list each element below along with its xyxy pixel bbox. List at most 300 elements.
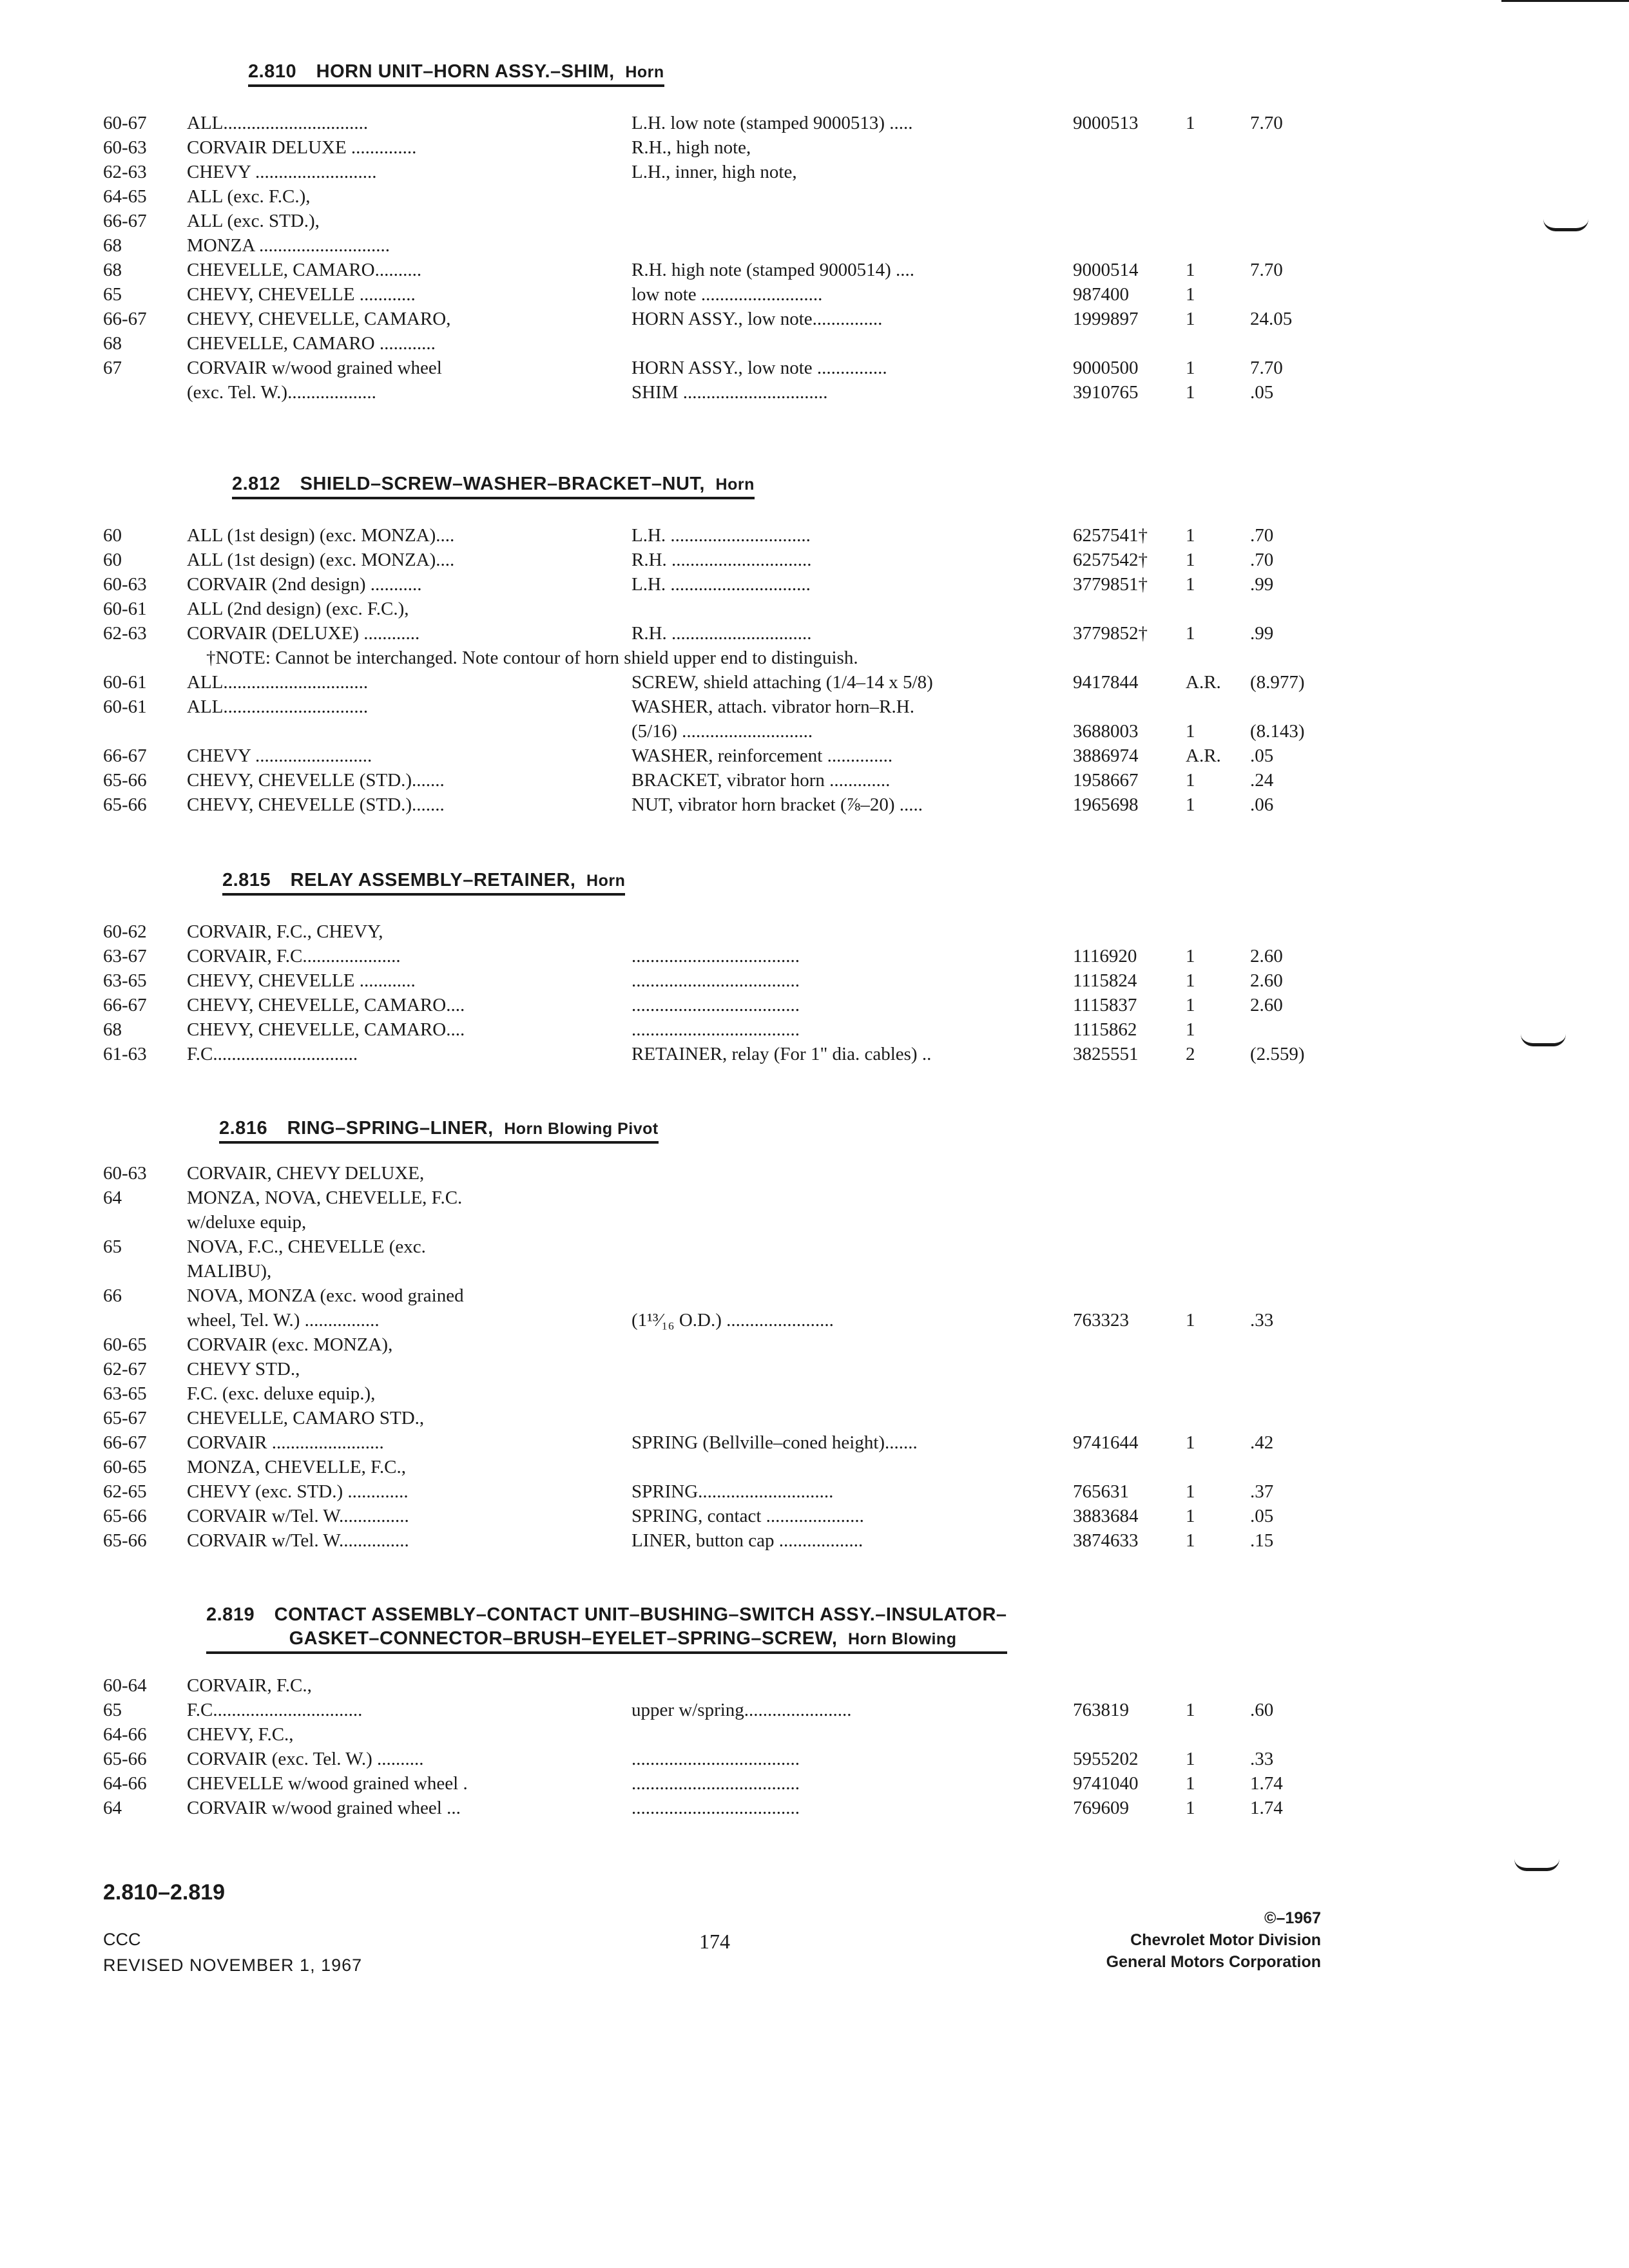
section-number: 2.816: [219, 1118, 268, 1139]
model-application: CORVAIR (2nd design) ...........: [187, 574, 422, 595]
model-year: 68: [103, 260, 122, 280]
model-year: 64-65: [103, 186, 147, 207]
parts-row: [103, 1408, 1327, 1432]
part-description: SCREW, shield attaching (1/4–14 x 5/8): [631, 672, 933, 693]
list-price: 24.05: [1250, 309, 1293, 329]
quantity: 1: [1186, 1019, 1195, 1040]
model-year: 60-63: [103, 1163, 147, 1184]
model-year: 66-67: [103, 1432, 147, 1453]
model-year: 68: [103, 235, 122, 256]
section-heading: [232, 474, 755, 499]
parts-row: [103, 1310, 1327, 1334]
part-number: 987400: [1073, 284, 1129, 305]
list-price: .33: [1250, 1310, 1274, 1331]
copyright: ©–1967: [1264, 1909, 1321, 1927]
model-year: 60-65: [103, 1457, 147, 1477]
catalog-code: CCC: [103, 1930, 141, 1949]
binder-mark: [1521, 1034, 1566, 1046]
model-application: ALL...............................: [187, 697, 369, 717]
part-number: 765631: [1073, 1481, 1129, 1502]
part-description: RETAINER, relay (For 1" dia. cables) ..: [631, 1044, 932, 1064]
parts-row: [103, 1359, 1327, 1383]
part-description: ....................................: [631, 1749, 800, 1769]
section-title: SHIELD–SCREW–WASHER–BRACKET–NUT,: [300, 474, 705, 494]
model-application: CHEVY .........................: [187, 745, 372, 766]
part-description: upper w/spring.......................: [631, 1700, 852, 1720]
quantity: A.R.: [1186, 672, 1221, 693]
model-application: CHEVY (exc. STD.) .............: [187, 1481, 409, 1502]
part-description: WASHER, attach. vibrator horn–R.H.: [631, 697, 914, 717]
list-price: 7.70: [1250, 113, 1283, 133]
parts-row: [103, 1481, 1327, 1506]
section-title: HORN UNIT–HORN ASSY.–SHIM,: [316, 61, 615, 82]
parts-row: [103, 137, 1327, 162]
model-application: CHEVY, CHEVELLE (STD.).......: [187, 794, 445, 815]
quantity: 1: [1186, 574, 1195, 595]
model-year: 66-67: [103, 211, 147, 231]
model-application: NOVA, MONZA (exc. wood grained: [187, 1285, 464, 1306]
section-title-line2: [206, 1628, 1007, 1654]
model-application: w/deluxe equip,: [187, 1212, 307, 1233]
part-description: R.H. ..............................: [631, 550, 812, 570]
parts-row: [103, 1334, 1327, 1359]
model-year: 63-65: [103, 970, 147, 991]
part-number: 9741040: [1073, 1773, 1139, 1794]
quantity: 1: [1186, 970, 1195, 991]
model-year: 65: [103, 1236, 122, 1257]
model-application: CHEVELLE, CAMARO STD.,: [187, 1408, 425, 1428]
part-number: 3883684: [1073, 1506, 1139, 1526]
part-number: 1116920: [1073, 946, 1137, 966]
model-application: CHEVELLE, CAMARO..........: [187, 260, 422, 280]
parts-row: [103, 794, 1327, 819]
part-description: ....................................: [631, 1773, 800, 1794]
model-year: 65-66: [103, 770, 147, 791]
interchange-note: †NOTE: Cannot be interchanged. Note contour of horn shield upper end to distinguish.: [206, 648, 858, 668]
parts-row: [103, 1724, 1327, 1749]
part-description: ....................................: [631, 995, 800, 1015]
parts-list: [103, 672, 1327, 819]
quantity: A.R.: [1186, 745, 1221, 766]
list-price: .05: [1250, 1506, 1274, 1526]
model-year: 68: [103, 1019, 122, 1040]
parts-row: [103, 995, 1327, 1019]
model-application: (exc. Tel. W.)...................: [187, 382, 376, 403]
corporation-name: General Motors Corporation: [1106, 1953, 1321, 1971]
model-year: 65: [103, 1700, 122, 1720]
model-application: CORVAIR, CHEVY DELUXE,: [187, 1163, 425, 1184]
list-price: (2.559): [1250, 1044, 1305, 1064]
model-year: 64-66: [103, 1773, 147, 1794]
model-year: 60-64: [103, 1675, 147, 1696]
parts-row: [103, 162, 1327, 186]
model-application: CORVAIR ........................: [187, 1432, 384, 1453]
quantity: 1: [1186, 995, 1195, 1015]
model-year: 64-66: [103, 1724, 147, 1745]
parts-row: [103, 186, 1327, 211]
quantity: 1: [1186, 113, 1195, 133]
model-application: MONZA ............................: [187, 235, 390, 256]
quantity: 1: [1186, 260, 1195, 280]
model-application: CORVAIR, F.C.....................: [187, 946, 401, 966]
list-price: .42: [1250, 1432, 1274, 1453]
model-application: CHEVELLE w/wood grained wheel .: [187, 1773, 468, 1794]
section-heading: [206, 1604, 1007, 1654]
part-number: 9417844: [1073, 672, 1139, 693]
model-application: CHEVY, CHEVELLE (STD.).......: [187, 770, 445, 791]
part-number: 3825551: [1073, 1044, 1139, 1064]
parts-list: [103, 1163, 1327, 1555]
part-number: 5955202: [1073, 1749, 1139, 1769]
publisher-block: [1063, 1907, 1321, 1973]
part-description: R.H., high note,: [631, 137, 751, 158]
parts-row: [103, 1530, 1327, 1555]
parts-row: [103, 1044, 1327, 1068]
parts-row: [103, 1019, 1327, 1044]
binder-mark: [1514, 1859, 1559, 1871]
model-year: 60-62: [103, 921, 147, 942]
model-year: 66-67: [103, 745, 147, 766]
list-price: .06: [1250, 794, 1274, 815]
quantity: 1: [1186, 1481, 1195, 1502]
part-description: R.H. high note (stamped 9000514) ....: [631, 260, 914, 280]
parts-row: [103, 1187, 1327, 1212]
part-description: ....................................: [631, 1019, 800, 1040]
part-number: 1965698: [1073, 794, 1139, 815]
part-description: SHIM ...............................: [631, 382, 828, 403]
section-heading: [248, 61, 664, 87]
quantity: 1: [1186, 794, 1195, 815]
parts-row: [103, 1163, 1327, 1187]
list-price: .70: [1250, 550, 1274, 570]
part-description: L.H. ..............................: [631, 525, 811, 546]
parts-row: [103, 333, 1327, 358]
parts-row: [103, 623, 1327, 648]
quantity: 1: [1186, 770, 1195, 791]
model-year: 60-63: [103, 574, 147, 595]
quantity: 1: [1186, 1506, 1195, 1526]
model-year: 62-65: [103, 1481, 147, 1502]
model-application: ALL (1st design) (exc. MONZA)....: [187, 525, 455, 546]
parts-row: [103, 235, 1327, 260]
section-subtitle: Horn: [715, 476, 755, 494]
list-price: 2.60: [1250, 946, 1283, 966]
model-application: CHEVELLE, CAMARO ............: [187, 333, 436, 354]
model-application: CORVAIR w/Tel. W...............: [187, 1506, 409, 1526]
part-number: 3874633: [1073, 1530, 1139, 1551]
section-title-2: GASKET–CONNECTOR–BRUSH–EYELET–SPRING–SCREW,: [289, 1628, 838, 1649]
model-application: ALL (exc. STD.),: [187, 211, 320, 231]
list-price: (8.143): [1250, 721, 1305, 742]
parts-row: [103, 946, 1327, 970]
part-description: L.H. ..............................: [631, 574, 811, 595]
part-description: (1¹³⁄₁₆ O.D.) .......................: [631, 1310, 834, 1331]
list-price: .99: [1250, 623, 1274, 644]
part-number: 1999897: [1073, 309, 1139, 329]
parts-row: [103, 1457, 1327, 1481]
model-year: 63-67: [103, 946, 147, 966]
parts-row: [103, 260, 1327, 284]
parts-row: [103, 358, 1327, 382]
part-number: 1115862: [1073, 1019, 1137, 1040]
section-number: 2.815: [222, 870, 271, 890]
binder-mark: [1543, 219, 1588, 231]
part-description: HORN ASSY., low note ...............: [631, 358, 887, 378]
list-price: .70: [1250, 525, 1274, 546]
part-number: 1115824: [1073, 970, 1137, 991]
model-year: 66: [103, 1285, 122, 1306]
model-year: 60-61: [103, 672, 147, 693]
section-subtitle: Horn: [625, 63, 664, 81]
part-number: 9741644: [1073, 1432, 1139, 1453]
parts-row: [103, 113, 1327, 137]
parts-row: [103, 1261, 1327, 1285]
part-description: ....................................: [631, 970, 800, 991]
parts-row: [103, 525, 1327, 550]
parts-list: [103, 113, 1327, 407]
part-description: (5/16) ............................: [631, 721, 813, 742]
list-price: .05: [1250, 382, 1274, 403]
quantity: 1: [1186, 358, 1195, 378]
part-number: 3886974: [1073, 745, 1139, 766]
parts-row: [103, 1798, 1327, 1822]
model-year: 60: [103, 525, 122, 546]
model-application: F.C................................: [187, 1700, 363, 1720]
model-year: 66-67: [103, 995, 147, 1015]
part-number: 763323: [1073, 1310, 1129, 1331]
model-year: 63-65: [103, 1383, 147, 1404]
model-year: 64: [103, 1798, 122, 1818]
model-application: ALL...............................: [187, 113, 369, 133]
model-application: F.C. (exc. deluxe equip.),: [187, 1383, 376, 1404]
part-description: SPRING.............................: [631, 1481, 834, 1502]
part-number: 9000500: [1073, 358, 1139, 378]
part-description: ....................................: [631, 1798, 800, 1818]
model-application: wheel, Tel. W.) ................: [187, 1310, 380, 1331]
quantity: 1: [1186, 1432, 1195, 1453]
section-subtitle: Horn: [586, 872, 626, 890]
section-title: CONTACT ASSEMBLY–CONTACT UNIT–BUSHING–SWITCH ASSY.–INSULATOR–: [274, 1604, 1007, 1625]
parts-row: [103, 382, 1327, 407]
quantity: 1: [1186, 1773, 1195, 1794]
model-application: CHEVY, CHEVELLE, CAMARO....: [187, 995, 465, 1015]
parts-row: [103, 574, 1327, 599]
part-number: 1115837: [1073, 995, 1137, 1015]
model-year: 60-67: [103, 113, 147, 133]
model-application: CHEVY ..........................: [187, 162, 377, 182]
model-application: CHEVY, CHEVELLE, CAMARO....: [187, 1019, 465, 1040]
parts-row: [103, 1212, 1327, 1236]
model-year: 60-63: [103, 137, 147, 158]
parts-row: [103, 550, 1327, 574]
quantity: 1: [1186, 1749, 1195, 1769]
scan-edge-line: [1501, 0, 1629, 2]
part-number: 3688003: [1073, 721, 1139, 742]
model-year: 64: [103, 1187, 122, 1208]
parts-row: [103, 970, 1327, 995]
model-year: 60: [103, 550, 122, 570]
model-year: 67: [103, 358, 122, 378]
parts-row: [103, 697, 1327, 721]
part-number: 3910765: [1073, 382, 1139, 403]
quantity: 1: [1186, 1530, 1195, 1551]
parts-row: [103, 1285, 1327, 1310]
list-price: 7.70: [1250, 358, 1283, 378]
quantity: 1: [1186, 1700, 1195, 1720]
parts-list: [103, 1675, 1327, 1822]
model-application: CORVAIR w/Tel. W...............: [187, 1530, 409, 1551]
part-description: LINER, button cap ..................: [631, 1530, 863, 1551]
page-number: 174: [699, 1930, 730, 1953]
section-subtitle: Horn Blowing Pivot: [504, 1120, 659, 1138]
part-number: 3779852†: [1073, 623, 1148, 644]
model-application: ALL (1st design) (exc. MONZA)....: [187, 550, 455, 570]
model-year: 60-61: [103, 697, 147, 717]
model-year: 62-63: [103, 162, 147, 182]
model-application: CHEVY STD.,: [187, 1359, 300, 1379]
list-price: .60: [1250, 1700, 1274, 1720]
parts-row: [103, 745, 1327, 770]
part-number: 3779851†: [1073, 574, 1148, 595]
section-title: RELAY ASSEMBLY–RETAINER,: [290, 870, 576, 890]
section-heading: [219, 1118, 659, 1144]
list-price: .05: [1250, 745, 1274, 766]
quantity: 1: [1186, 1798, 1195, 1818]
part-number: 1958667: [1073, 770, 1139, 791]
part-description: HORN ASSY., low note...............: [631, 309, 883, 329]
model-application: CORVAIR w/wood grained wheel: [187, 358, 442, 378]
model-application: CORVAIR, F.C., CHEVY,: [187, 921, 383, 942]
list-price: 7.70: [1250, 260, 1283, 280]
parts-row: [103, 1675, 1327, 1700]
model-application: CORVAIR, F.C.,: [187, 1675, 312, 1696]
model-application: CHEVY, F.C.,: [187, 1724, 294, 1745]
quantity: 1: [1186, 382, 1195, 403]
model-year: 66-67: [103, 309, 147, 329]
part-description: SPRING (Bellville–coned height).......: [631, 1432, 918, 1453]
part-number: 9000514: [1073, 260, 1139, 280]
quantity: 1: [1186, 309, 1195, 329]
section-number: 2.810: [248, 61, 297, 82]
page-range-code: 2.810–2.819: [103, 1880, 226, 1905]
model-year: 68: [103, 333, 122, 354]
part-description: R.H. ..............................: [631, 623, 812, 644]
list-price: .37: [1250, 1481, 1274, 1502]
list-price: (8.977): [1250, 672, 1305, 693]
part-number: 6257542†: [1073, 550, 1148, 570]
list-price: .33: [1250, 1749, 1274, 1769]
part-number: 769609: [1073, 1798, 1129, 1818]
parts-row: [103, 921, 1327, 946]
part-number: 9000513: [1073, 113, 1139, 133]
parts-list: [103, 921, 1327, 1068]
part-number: 763819: [1073, 1700, 1129, 1720]
model-year: 65-67: [103, 1408, 147, 1428]
section-heading: [222, 870, 625, 896]
model-application: CORVAIR (DELUXE) ............: [187, 623, 420, 644]
model-application: CHEVY, CHEVELLE, CAMARO,: [187, 309, 451, 329]
list-price: 1.74: [1250, 1773, 1283, 1794]
part-description: WASHER, reinforcement ..............: [631, 745, 893, 766]
part-description: NUT, vibrator horn bracket (⅞–20) .....: [631, 794, 923, 815]
model-year: 61-63: [103, 1044, 147, 1064]
model-application: ALL...............................: [187, 672, 369, 693]
part-description: L.H., inner, high note,: [631, 162, 797, 182]
model-year: 65-66: [103, 1530, 147, 1551]
part-description: L.H. low note (stamped 9000513) .....: [631, 113, 913, 133]
model-year: 65: [103, 284, 122, 305]
parts-row: [103, 1383, 1327, 1408]
list-price: 1.74: [1250, 1798, 1283, 1818]
model-year: 60-61: [103, 599, 147, 619]
parts-list: [103, 525, 1327, 648]
quantity: 1: [1186, 721, 1195, 742]
model-application: CHEVY, CHEVELLE ............: [187, 970, 416, 991]
parts-row: [103, 721, 1327, 745]
parts-row: [103, 211, 1327, 235]
model-year: 65-66: [103, 794, 147, 815]
part-number: 6257541†: [1073, 525, 1148, 546]
model-application: CORVAIR (exc. MONZA),: [187, 1334, 393, 1355]
parts-row: [103, 309, 1327, 333]
model-application: ALL (2nd design) (exc. F.C.),: [187, 599, 409, 619]
revision-date: REVISED NOVEMBER 1, 1967: [103, 1956, 363, 1975]
quantity: 1: [1186, 1310, 1195, 1331]
list-price: 2.60: [1250, 970, 1283, 991]
parts-row: [103, 1773, 1327, 1798]
quantity: 1: [1186, 946, 1195, 966]
list-price: .15: [1250, 1530, 1274, 1551]
parts-row: [103, 284, 1327, 309]
quantity: 1: [1186, 284, 1195, 305]
model-application: MALIBU),: [187, 1261, 272, 1282]
quantity: 2: [1186, 1044, 1195, 1064]
model-application: CORVAIR DELUXE ..............: [187, 137, 417, 158]
model-application: ALL (exc. F.C.),: [187, 186, 311, 207]
model-application: CORVAIR (exc. Tel. W.) ..........: [187, 1749, 424, 1769]
division-name: Chevrolet Motor Division: [1130, 1931, 1321, 1949]
model-application: MONZA, CHEVELLE, F.C.,: [187, 1457, 407, 1477]
section-subtitle: Horn Blowing: [847, 1630, 957, 1648]
model-application: F.C...............................: [187, 1044, 358, 1064]
section-title: RING–SPRING–LINER,: [287, 1118, 494, 1139]
part-description: low note ..........................: [631, 284, 823, 305]
parts-row: [103, 1432, 1327, 1457]
parts-row: [103, 672, 1327, 697]
list-price: 2.60: [1250, 995, 1283, 1015]
parts-row: [103, 1506, 1327, 1530]
model-year: 62-67: [103, 1359, 147, 1379]
quantity: 1: [1186, 525, 1195, 546]
part-description: ....................................: [631, 946, 800, 966]
quantity: 1: [1186, 550, 1195, 570]
parts-row: [103, 1700, 1327, 1724]
model-year: 62-63: [103, 623, 147, 644]
parts-row: [103, 770, 1327, 794]
model-application: CORVAIR w/wood grained wheel ...: [187, 1798, 461, 1818]
section-number: 2.812: [232, 474, 281, 494]
model-application: CHEVY, CHEVELLE ............: [187, 284, 416, 305]
section-number: 2.819: [206, 1604, 255, 1625]
part-description: SPRING, contact .....................: [631, 1506, 864, 1526]
part-description: BRACKET, vibrator horn .............: [631, 770, 891, 791]
model-application: NOVA, F.C., CHEVELLE (exc.: [187, 1236, 426, 1257]
parts-row: [103, 1749, 1327, 1773]
list-price: .99: [1250, 574, 1274, 595]
list-price: .24: [1250, 770, 1274, 791]
parts-row: [103, 1236, 1327, 1261]
model-application: MONZA, NOVA, CHEVELLE, F.C.: [187, 1187, 463, 1208]
